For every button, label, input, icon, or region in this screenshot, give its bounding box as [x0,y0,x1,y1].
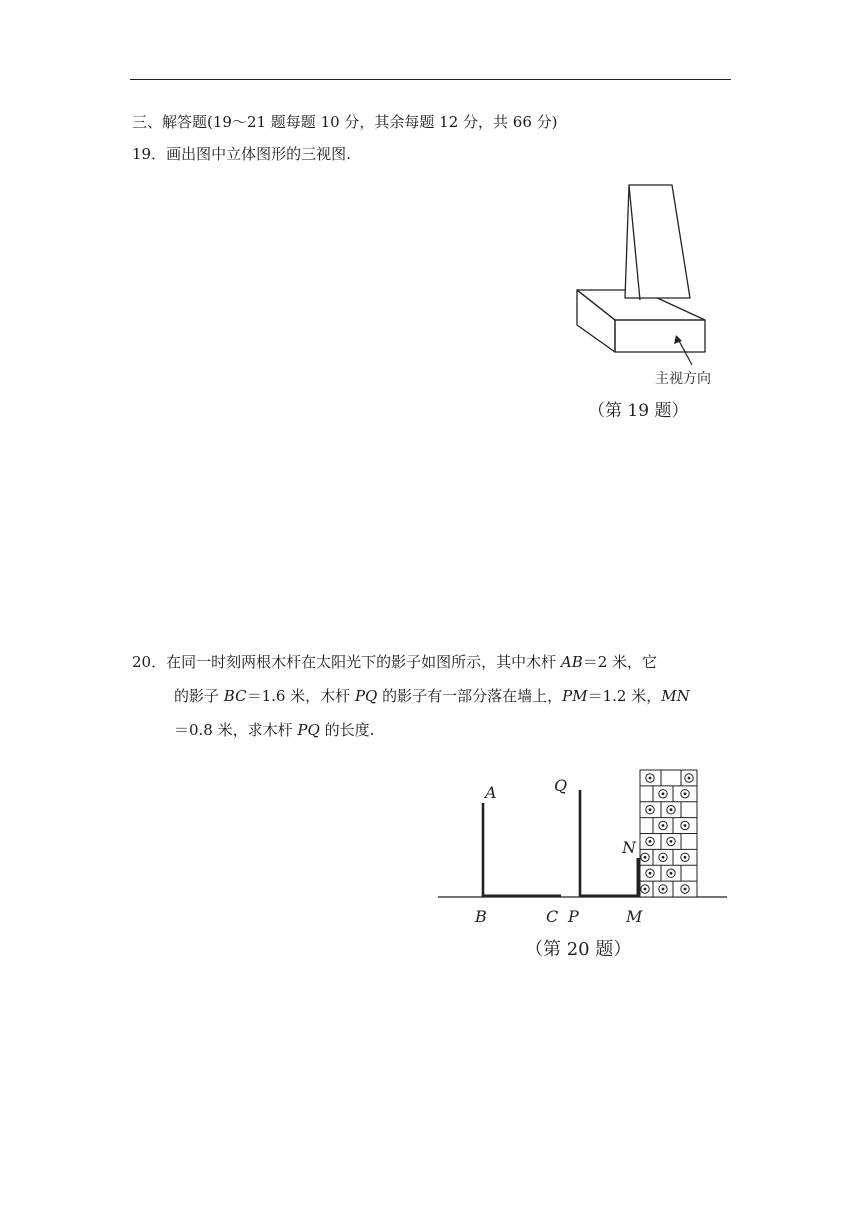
figure-20-caption: （第 20 题） [525,939,632,960]
figure-19 [570,180,740,430]
q20-text-1a: 在同一时刻两根木杆在太阳光下的影子如图所示，其中木杆 [166,653,561,671]
q20-text-1b: ＝2 米，它 [582,653,658,671]
brick-wall [640,770,697,897]
question-20-number: 20． [132,653,167,671]
label-b: B [475,907,487,926]
q20-var-pq: PQ [354,687,378,705]
view-arrow-head [674,335,682,344]
figure-20 [435,765,735,965]
q20-var-ab: AB [560,653,583,671]
q20-var-bc: BC [223,687,247,705]
figure-19-caption: （第 19 题） [588,401,689,421]
question-20-line1 [132,652,657,672]
q20-text-3b: 的长度. [319,721,375,739]
view-direction-label: 主视方向 [655,371,711,387]
q20-text-2a: 的影子 [174,687,224,705]
label-m: M [626,907,643,926]
q20-text-2b: ＝1.6 米，木杆 [246,687,355,705]
q20-var-pq-2: PQ [297,721,320,739]
question-19-number: 19． [132,145,167,163]
label-n: N [622,838,636,857]
question-19 [132,144,351,164]
label-a: A [485,783,497,802]
label-q: Q [554,776,568,795]
top-rule [130,79,731,80]
question-20-line2 [174,686,690,706]
base-front-face [615,320,705,352]
q20-text-2d: ＝1.2 米， [587,687,662,705]
question-20-line3 [174,720,374,740]
section-header: 三、解答题(19～21 题每题 10 分，其余每题 12 分，共 66 分) [132,113,558,131]
label-c: C [546,907,559,926]
question-19-text: 画出图中立体图形的三视图. [166,145,351,163]
q20-var-pm: PM [562,687,588,705]
label-p: P [568,907,579,926]
q20-var-mn: MN [661,687,690,705]
base-left-face [577,290,615,352]
q20-text-3a: ＝0.8 米，求木杆 [174,721,298,739]
q20-text-2c: 的影子有一部分落在墙上， [377,687,563,705]
